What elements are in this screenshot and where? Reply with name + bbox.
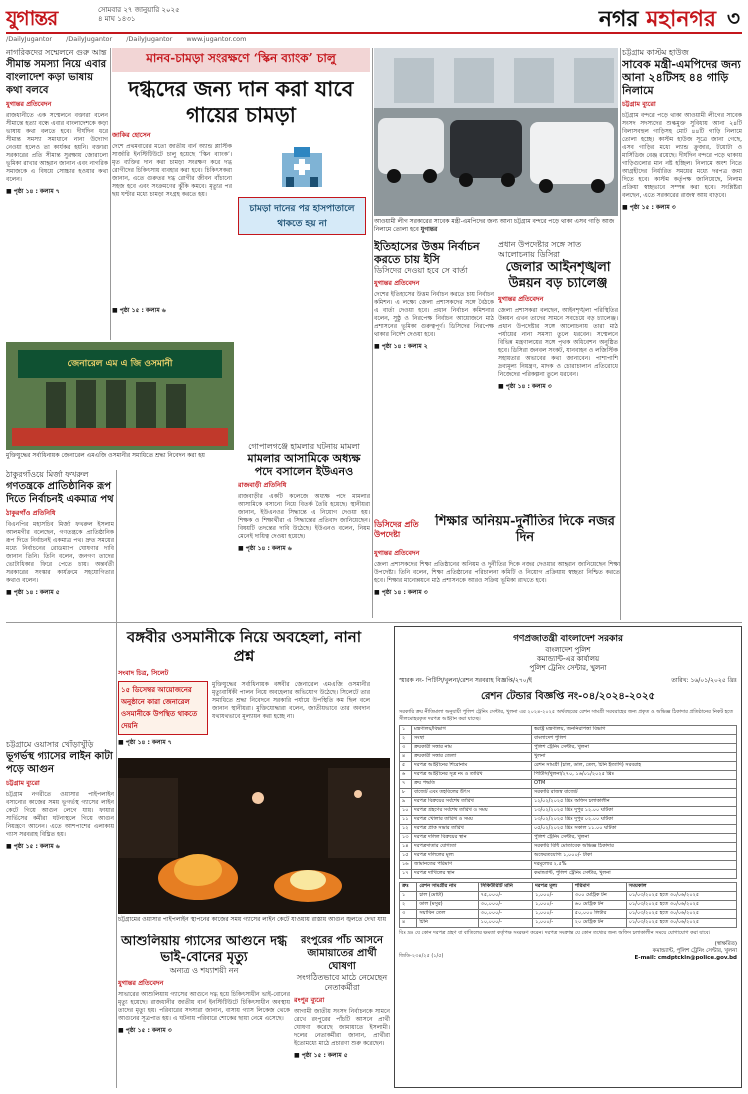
- table-cell: ১৩: [400, 834, 412, 843]
- column-header: সময়কাল: [626, 883, 736, 892]
- article-body: চট্টগ্রাম নগরীতে ওয়াসার পাইপলাইন বসানোর কাজের সময় ভূগর্ভস্থ গ্যাসের লাইন কেটে গিয়ে আগুন লেগে যায়। ফায়ার সার্ভিসের কর্মীরা ঘটনাস্থলে গিয়ে আগুন নিয়ন্ত্রণে আনেন। এতে আশপাশের এলাকায় গ্যাস সরবরাহ বিঘ্নিত হয়।: [6, 791, 114, 838]
- tender-title: রেশন টেন্ডার বিজ্ঞপ্তি নং-০৪/২০২৪-২০২৫: [480, 691, 656, 702]
- table-row: [400, 834, 737, 843]
- table-row: [400, 861, 737, 870]
- article-body: চট্টগ্রাম বন্দরে পড়ে থাকা আওয়ামী লীগের সাবেক সংসদ সদস্যদের শুল্কমুক্ত সুবিধায় আনা ২৪টি বিলাসবহুল গাড়িসহ মোট ৪৪টি গাড়ি নিলামে তোলা হচ্ছে। কাস্টম হাউজ সূত্রে জানা গেছে, এসব গাড়ির মধ্যে ল্যান্ড ক্রুজার, টয়োটা ও মার্সিডিজ বেঞ্জ রয়েছে। দীর্ঘদিন বন্দরে পড়ে থাকায় গাড়িগুলোর মান নষ্ট হচ্ছিল। নিলামে অংশ নিতে আগ্রহীদের নির্ধারিত সময়ের মধ্যে দরপত্র জমা দিতে হবে। কাস্টম কর্তৃপক্ষ জানিয়েছে, নিলাম প্রক্রিয়া স্বচ্ছভাবে সম্পন্ন করা হবে। সংশ্লিষ্টরা বলছেন, এতে সরকারের রাজস্ব আয় বাড়বে।: [622, 112, 742, 199]
- table-row: [400, 910, 737, 919]
- continuation: ■ পৃষ্ঠা ১৪ : কলাম ২: [374, 343, 428, 350]
- headline: বঙ্গবীর ওসমানীকে নিয়ে অবহেলা, নানা প্রশ্ন: [126, 628, 362, 665]
- youtube-link[interactable]: /DailyJugantor: [126, 35, 173, 43]
- table-cell: বাজেট এবং তহবিলের উৎস: [412, 789, 532, 798]
- table-cell: ১,০০০/-: [533, 910, 573, 919]
- table-cell: পিটিসি/খুলনা/২৭০, ১৬/০১/২০২৫ খ্রিঃ: [532, 771, 737, 780]
- table-cell: অফেরতযোগ্য ১,০০০/- টাকা: [532, 852, 737, 861]
- article-body: দেশে প্রথমবারের মতো জাতীয় বার্ন অ্যান্ড প্লাস্টিক সার্জারি ইনস্টিটিউটে চালু হয়েছে ‘স্কিন ব্যাংক’। মৃত ব্যক্তির দান করা চামড়া সংরক্ষণ করে দগ্ধ রোগীদের চিকিৎসায় ব্যবহার করা হবে। চিকিৎসকরা জানান, এতে গুরুতর দগ্ধ রোগীর জীবন বাঁচানো সহজ হবে এবং সংক্রমণের ঝুঁকি কমবে। মৃত্যুর পর ছয় ঘণ্টার মধ্যে চামড়া সংগ্রহ করতে হয়।: [112, 143, 232, 198]
- illustration: [238, 143, 366, 303]
- table-cell: দরপত্র আহ্বানের সূত্র নং ও তারিখ: [412, 771, 532, 780]
- twitter-link[interactable]: /DailyJugantor: [66, 35, 113, 43]
- table-row: [400, 789, 737, 798]
- column-header: পরিমাণ: [572, 883, 626, 892]
- tender-email[interactable]: E-mail: cmdptckln@police.gov.bd: [634, 955, 737, 961]
- story-thakurgaon: ঠাকুরগাঁওয়ে মির্জা ফখরুল গণতন্ত্রকে প্রাতিষ্ঠানিক রূপ দিতে নির্বাচনই একমাত্র পথ ঠাকুরগাঁও প্রতিনিধি বিএনপির মহাসচিব মির্জা ফখরুল ইসলাম আলমগীর বলেছেন, গণতন্ত্রকে প্রাতিষ্ঠানিক রূপ দিতে নির্বাচনই একমাত্র পথ। দ্রুত সময়ের মধ্যে নির্বাচনের রোডম্যাপ ঘোষণার দাবি জানান তিনি। তিনি বলেন, জনগণ তাদের ভোটাধিকার ফিরে পেতে চায়। অন্তর্বর্তী সরকারের সংস্কার কার্যক্রমে সহযোগিতার কথাও বলেন। ■ পৃষ্ঠা ১৪ : কলাম ৫: [6, 470, 114, 596]
- masthead: [6, 4, 742, 34]
- continuation: ■ পৃষ্ঠা ১৪ : কলাম ৬: [238, 545, 292, 552]
- continuation: ■ পৃষ্ঠা ১৫ : কলাম ৩: [622, 204, 676, 211]
- headline: দগ্ধদের জন্য দান করা যাবে গায়ের চামড়া: [128, 76, 354, 127]
- table-cell: সরকারি রাজস্ব বাজেট: [532, 789, 737, 798]
- continuation: ■ পৃষ্ঠা ১৪ : কলাম ৫: [6, 589, 60, 596]
- table-row: [400, 843, 737, 852]
- issue-date: সোমবার ২৭ জানুয়ারি ২০২৫ ৪ মাঘ ১৪৩১: [98, 6, 180, 23]
- tender-info-table: [399, 725, 737, 879]
- table-cell: ১৭: [400, 870, 412, 879]
- column-rule: [116, 470, 117, 1088]
- table-cell: ৬০ মেট্রিক টন: [572, 901, 626, 910]
- table-cell: ৫: [400, 762, 412, 771]
- continuation: ■ পৃষ্ঠা ১৫ : কলাম ৬: [112, 307, 166, 314]
- table-cell: ১,০০০/-: [533, 919, 573, 928]
- table-cell: ১,০০০/-: [533, 892, 573, 901]
- headline: সাবেক মন্ত্রী-এমপিদের জন্য আনা ২৪টিসহ ৪৪ গাড়ি নিলামে: [622, 58, 741, 97]
- table-cell: বাংলাদেশ পুলিশ: [532, 735, 737, 744]
- headline: জেলার আইনশৃঙ্খলা উন্নয়ন বড় চ্যালেঞ্জ: [505, 260, 611, 291]
- continuation: ■ পৃষ্ঠা ১৪ : কলাম ৩: [374, 589, 428, 596]
- table-cell: ১১: [400, 816, 412, 825]
- table-cell: ৯: [400, 798, 412, 807]
- table-cell: ১৫: [400, 852, 412, 861]
- table-cell: দরপত্র প্রাক সভার তারিখ: [412, 825, 532, 834]
- table-cell: ১৩/০২/২০২৫ খ্রিঃ দুপুর ১২.০০ ঘটিকা: [532, 807, 737, 816]
- table-cell: ৩০০ মেট্রিক টন: [572, 892, 626, 901]
- table-cell: ক্রয়কারী সত্তার জেলা: [412, 753, 532, 762]
- row-rule: [6, 622, 742, 623]
- table-row: [400, 753, 737, 762]
- table-cell: ৭: [400, 780, 412, 789]
- tender-note: বিঃ দ্রঃ যে কোন দরপত্র গ্রহণ বা বাতিলের ক্ষমতা কর্তৃপক্ষ সংরক্ষণ করেন। দরপত্র সংক্রান্ত যে কোন তথ্যের জন্য অফিস চলাকালীন সময়ে যোগাযোগ করা যাবে।: [399, 930, 711, 936]
- table-cell: কমান্ড্যান্ট, পুলিশ ট্রেনিং সেন্টার, খুলনা: [532, 870, 737, 879]
- table-row: [400, 726, 737, 735]
- table-cell: স্বরাষ্ট্র মন্ত্রণালয়, জননিরাপত্তা বিভাগ: [532, 726, 737, 735]
- cars-image: [374, 48, 618, 216]
- headline: রংপুরের পাঁচ আসনে জামায়াতের প্রার্থী ঘোষণা: [301, 935, 383, 972]
- table-cell: মন্ত্রণালয়/বিভাগ: [412, 726, 532, 735]
- table-cell: ডাল (মসুর): [417, 901, 478, 910]
- signature-block: (স্বাক্ষরিত) কমান্ড্যান্ট, পুলিশ ট্রেনিং সেন্টার, খুলনা E-mail: cmdptckln@police.gov.bd: [634, 941, 737, 961]
- column-rule: [372, 48, 373, 618]
- table-cell: দরপত্র দলিলের মূল্য: [412, 852, 532, 861]
- memorial-banner: জেনারেল এম এ জি ওসমানী: [67, 359, 173, 369]
- headline: মামলার আসামিকে অধ্যক্ষ পদে বসালেন ইউএনও: [247, 452, 361, 478]
- table-cell: দরপত্র দলিল বিক্রয়ের স্থান: [412, 834, 532, 843]
- table-row: [400, 852, 737, 861]
- article-body: জেলা প্রশাসকরা বলছেন, আইনশৃঙ্খলা পরিস্থিতির উন্নয়ন এখন তাদের সামনে সবচেয়ে বড় চ্যালেঞ্জ। প্রধান উপদেষ্টার সঙ্গে আলোচনায় তারা মাঠ পর্যায়ের নানা সমস্যা তুলে ধরবেন। সম্মেলনে বিভিন্ন মন্ত্রণালয়ের সঙ্গে পৃথক অধিবেশন অনুষ্ঠিত হবে। ডিসিরা জনবল সংকট, যানবাহন ও লজিস্টিক সহায়তার অভাবের কথা জানাবেন। পাশাপাশি দ্রব্যমূল্য নিয়ন্ত্রণ, মাদক ও চোরাচালান প্রতিরোধে নিজেদের পরিকল্পনা তুলে ধরবেন।: [498, 307, 618, 378]
- table-cell: সয়াবিন তেল: [417, 910, 478, 919]
- table-cell: ২: [400, 735, 412, 744]
- table-row: [400, 825, 737, 834]
- table-cell: চাল (মোটা): [417, 892, 478, 901]
- table-row: [400, 892, 737, 901]
- story-rangpur: রংপুরের পাঁচ আসনে জামায়াতের প্রার্থী ঘোষণা সংগঠিতভাবে মাঠে নেমেছেন নেতাকর্মীরা রংপুর ব্যুরো আগামী জাতীয় সংসদ নির্বাচনকে সামনে রেখে রংপুরের পাঁচটি আসনে প্রার্থী ঘোষণা করেছে জামায়াতে ইসলামী। দলের নেতাকর্মীরা জানান, প্রার্থীরা ইতোমধ্যে মাঠে প্রচারণা শুরু করেছেন। ■ পৃষ্ঠা ১৫ : কলাম ৫: [294, 935, 390, 1059]
- table-cell: ০১/০৩/২০২৫ হতে ৩০/০৬/২০২৫: [626, 892, 736, 901]
- photo-caption: মুক্তিযুদ্ধের সর্বাধিনায়ক জেনারেল এমএজি ওসমানীর সমাধিতে শ্রদ্ধা নিবেদন করা হয়: [6, 452, 205, 459]
- story-education: ডিসিদের প্রতি উপদেষ্টা শিক্ষার অনিয়ম-দুর্নীতির দিকে নজর দিন যুগান্তর প্রতিবেদন জেলা প্রশাসকদের শিক্ষা প্রতিষ্ঠানের অনিয়ম ও দুর্নীতির দিকে নজর দেওয়ার আহ্বান জানিয়েছেন শিক্ষা উপদেষ্টা। তিনি বলেন, শিক্ষা প্রতিষ্ঠানের পরিচালনা কমিটি ও নিয়োগ প্রক্রিয়ায় স্বচ্ছতা নিশ্চিত করতে হবে। শিক্ষার মানোন্নয়নে মাঠ প্রশাসনকে আরও সক্রিয় ভূমিকা রাখতে হবে। ■ পৃষ্ঠা ১৪ : কলাম ৩: [374, 514, 620, 596]
- table-cell: দরপত্র খোলার তারিখ ও সময়: [412, 816, 532, 825]
- table-cell: খুলনা: [532, 753, 737, 762]
- article-body: রাজধানীতে এক সম্মেলনে বক্তারা বলেন সীমান্তে হত্যা বন্ধে এবার বাংলাদেশকে কড়া ভাষায় কথা বলতে হবে। দীর্ঘদিন ধরে সীমান্ত সমস্যা সমাধানে নানা উদ্যোগ নেওয়া হলেও তা কার্যকর হয়নি। বক্তারা সরকারের প্রতি সীমান্ত সুরক্ষায় জোরালো ভূমিকা রাখার আহ্বান জানান এবং নাগরিক সমাজকে এ বিষয়ে সোচ্চার হওয়ার কথা বলেন।: [6, 112, 108, 183]
- story-osmani: বঙ্গবীর ওসমানীকে নিয়ে অবহেলা, নানা প্রশ্ন সংবাদ চিত্র, সিলেট ১৫ ডিসেম্বর আয়োজনের অনুষ্ঠানে কারা জেনারেল ওসমানীকে উপস্থিত থাকতে দেয়নি মুক্তিযুদ্ধের সর্বাধিনায়ক বঙ্গবীর জেনারেল এমএজি ওসমানীর মৃত্যুবার্ষিকী পালন নিয়ে অবহেলার অভিযোগ উঠেছে। সিলেটে তার সমাধিতে শ্রদ্ধা নিবেদনে সরকারি পর্যায়ে উপস্থিতি কম ছিল বলে জানান স্থানীয়রা। মুক্তিযোদ্ধারা বলেন, জাতীয়ভাবে তার অবদান যথাযথভাবে মূল্যায়ন করা হচ্ছে না। ■ পৃষ্ঠা ১৪ : কলাম ৭: [118, 628, 370, 746]
- table-cell: ৬: [400, 771, 412, 780]
- tender-ref-line: স্মারক নং- পিটিসি/খুলনা/রেশন সরবরাহ বিজ্ঞপ্তি/২৭০/ই তারিখ: ১৬/০১/২০২৫ খ্রিঃ: [399, 677, 737, 684]
- table-cell: ১২: [400, 825, 412, 834]
- continuation: ■ পৃষ্ঠা ১৪ : কলাম ৭: [118, 739, 172, 746]
- story-gas-line: চট্টগ্রামে ওয়াসার খোঁড়াখুঁড়ি ভূগর্ভস্থ গ্যাসের লাইন কাটা পড়ে আগুন চট্টগ্রাম ব্যুরো চট্টগ্রাম নগরীতে ওয়াসার পাইপলাইন বসানোর কাজের সময় ভূগর্ভস্থ গ্যাসের লাইন কেটে গিয়ে আগুন লেগে যায়। ফায়ার সার্ভিসের কর্মীরা ঘটনাস্থলে গিয়ে আগুন নিয়ন্ত্রণে আনেন। এতে আশপাশের এলাকায় গ্যাস সরবরাহ বিঘ্নিত হয়। ■ পৃষ্ঠা ১৫ : কলাম ৬: [6, 740, 114, 850]
- table-row: [400, 919, 737, 928]
- table-cell: সংস্থা: [412, 735, 532, 744]
- kicker-banner: মানব-চামড়া সংরক্ষণে ‘স্কিন ব্যাংক’ চালু: [112, 48, 370, 72]
- table-cell: দরপত্র গ্রহণের সর্বশেষ তারিখ ও সময়: [412, 807, 532, 816]
- table-cell: ১৩/০২/২০২৫ খ্রিঃ দুপুর ০২.০০ ঘটিকা: [532, 816, 737, 825]
- table-row: [400, 780, 737, 789]
- tender-footer: জিডি-২৩৪/২৫ (১/৫) (স্বাক্ষরিত) কমান্ড্যান্ট, পুলিশ ট্রেনিং সেন্টার, খুলনা E-mail: cmdptckln@police.gov.bd: [399, 941, 737, 961]
- table-cell: ১০: [400, 807, 412, 816]
- continuation: ■ পৃষ্ঠা ১৪ : কলাম ৩: [498, 383, 552, 390]
- story-skin-bank: মানব-চামড়া সংরক্ষণে ‘স্কিন ব্যাংক’ চালু দগ্ধদের জন্য দান করা যাবে গায়ের চামড়া জাকির হোসেন দেশে প্রথমবারের মতো জাতীয় বার্ন অ্যান্ড প্লাস্টিক সার্জারি ইনস্টিটিউটে চালু হয়েছে ‘স্কিন ব্যাংক’। মৃত ব্যক্তির দান করা চামড়া সংরক্ষণ করে দগ্ধ রোগীদের চিকিৎসায় ব্যবহার করা হবে। চিকিৎসকরা জানান, এতে গুরুতর দগ্ধ রোগীর জীবন বাঁচানো সহজ হবে এবং সংক্রমণের ঝুঁকি কমবে। মৃত্যুর পর ছয় ঘণ্টার মধ্যে চামড়া সংগ্রহ করতে হয়। চামড়া দানের পর হাসপাতালে থাকতে হয় না ■ পৃষ্ঠা ১৫ : কলাম ৬: [112, 48, 370, 338]
- headline: সীমান্ত সমস্যা নিয়ে এবার বাংলাদেশ কড়া ভাষায় কথা বলবে: [6, 59, 107, 96]
- table-cell: দরপত্রদাতার যোগ্যতা: [412, 843, 532, 852]
- table-row: [400, 901, 737, 910]
- table-cell: ০৫/০২/২০২৫ খ্রিঃ সকাল ১১.০০ ঘটিকা: [532, 825, 737, 834]
- table-row: [400, 816, 737, 825]
- table-cell: ১৬: [400, 861, 412, 870]
- table-cell: চিনি: [417, 919, 478, 928]
- cars-photo: [374, 48, 618, 216]
- table-cell: ৩০,০০০/-: [478, 901, 533, 910]
- article-body: সাভারের আশুলিয়ায় গ্যাসের আগুনে দগ্ধ হয়ে চিকিৎসাধীন ভাই-বোনের মৃত্যু হয়েছে। রাজধানীর জাতীয় বার্ন ইনস্টিটিউটে চিকিৎসাধীন অবস্থায় তাদের মৃত্যু হয়। পরিবারের সদস্যরা জানান, বাসায় গ্যাস লিকেজ থেকে আগুনের সূত্রপাত হয়। এ ঘটনায় পরিবারে শোকের ছায়া নেমে এসেছে।: [118, 991, 290, 1022]
- continuation: ■ পৃষ্ঠা ১৫ : কলাম ৬: [6, 843, 60, 850]
- fire-image: [118, 758, 390, 914]
- table-cell: ১৪: [400, 843, 412, 852]
- photo-caption: চট্টগ্রামের ওয়াসার পাইপলাইন স্থাপনের কাজের সময় গ্যাসের লাইন কেটে যাওয়ায় রাস্তায় আগুন জ্বলতে দেখা যায়: [118, 916, 387, 923]
- table-cell: ক্রয় পদ্ধতি: [412, 780, 532, 789]
- table-cell: ৫০,০০০ লিটার: [572, 910, 626, 919]
- column-header: ক্রঃ: [400, 883, 417, 892]
- headline: ইতিহাসের উত্তম নির্বাচন করতে চায় ইসি: [374, 240, 480, 266]
- story-gopalganj: গোপালগঞ্জে হামলার ঘটনায় মামলা মামলার আসামিকে অধ্যক্ষ পদে বসালেন ইউএনও রাজবাড়ী প্রতিনিধি রাজবাড়ীর একটি কলেজে অধ্যক্ষ পদে মামলার আসামিকে বসানো নিয়ে বিতর্ক তৈরি হয়েছে। স্থানীয়রা জানান, ইউএনওর সিদ্ধান্তে এ নিয়োগ দেওয়া হয়। শিক্ষক ও শিক্ষার্থীরা এ সিদ্ধান্তের প্রতিবাদ জানিয়েছেন। বিষয়টি তদন্তের দাবি উঠেছে। ইউএনও বলেন, নিয়ম মেনেই দায়িত্ব দেওয়া হয়েছে। ■ পৃষ্ঠা ১৪ : কলাম ৬: [238, 442, 370, 552]
- column-header: সিকিউরিটি মানি: [478, 883, 533, 892]
- fire-photo: [118, 758, 390, 914]
- table-cell: ১০,০০০/-: [478, 919, 533, 928]
- table-row: [400, 807, 737, 816]
- table-cell: রেশন সামগ্রী (চাল, ডাল, তেল, চিনি ইত্যাদি) সরবরাহ: [532, 762, 737, 771]
- column-rule: [110, 48, 111, 340]
- photo-caption: আওয়ামী লীগ সরকারের সাবেক মন্ত্রী-এমপিদের জন্য আনা চট্টগ্রাম বন্দরে পড়ে থাকা এসব গাড়ি আজ নিলামে তোলা হবে যুগান্তর: [374, 218, 615, 233]
- article-body: জেলা প্রশাসকদের শিক্ষা প্রতিষ্ঠানের অনিয়ম ও দুর্নীতির দিকে নজর দেওয়ার আহ্বান জানিয়েছেন শিক্ষা উপদেষ্টা। তিনি বলেন, শিক্ষা প্রতিষ্ঠানের পরিচালনা কমিটি ও নিয়োগ প্রক্রিয়ায় স্বচ্ছতা নিশ্চিত করতে হবে। শিক্ষার মানোন্নয়নে মাঠ প্রশাসনকে আরও সক্রিয় ভূমিকা রাখতে হবে।: [374, 561, 620, 584]
- continuation: ■ পৃষ্ঠা ১৫ : কলাম ৩: [118, 1027, 172, 1034]
- table-cell: দরমূল্যের ২.৫%: [532, 861, 737, 870]
- continuation: ■ পৃষ্ঠা ১৪ : কলাম ৭: [6, 188, 60, 195]
- table-cell: ৩: [400, 910, 417, 919]
- section-title: নগর মহানগর: [598, 6, 716, 32]
- table-cell: ২০ মেট্রিক টন: [572, 919, 626, 928]
- callout-box: ১৫ ডিসেম্বর আয়োজনের অনুষ্ঠানে কারা জেনারেল ওসমানীকে উপস্থিত থাকতে দেয়নি: [118, 681, 208, 735]
- table-cell: সরকারি বিধি মোতাবেক অভিজ্ঞ ঠিকাদার: [532, 843, 737, 852]
- newspaper-logo: যুগান্তর: [6, 6, 58, 30]
- table-cell: জামানতের পরিমাণ: [412, 861, 532, 870]
- column-header: দরপত্র মূল্য: [533, 883, 573, 892]
- table-cell: ৩: [400, 744, 412, 753]
- table-cell: OTM: [532, 780, 737, 789]
- table-cell: ০১/০৩/২০২৫ হতে ৩০/০৬/২০২৫: [626, 901, 736, 910]
- table-cell: ০১/০৩/২০২৫ হতে ৩০/০৬/২০২৫: [626, 919, 736, 928]
- headline: শিক্ষার অনিয়ম-দুর্নীতির দিকে নজর দিন: [435, 514, 615, 545]
- article-body: বিএনপির মহাসচিব মির্জা ফখরুল ইসলাম আলমগীর বলেছেন, গণতন্ত্রকে প্রাতিষ্ঠানিক রূপ দিতে নির্বাচনই একমাত্র পথ। দ্রুত সময়ের মধ্যে নির্বাচনের রোডম্যাপ ঘোষণার দাবি জানান তিনি। তিনি বলেন, জনগণ তাদের ভোটাধিকার ফিরে পেতে চায়। অন্তর্বর্তী সরকারের সংস্কার কার্যক্রমে সহযোগিতার কথাও বলেন।: [6, 521, 114, 584]
- table-row: [400, 735, 737, 744]
- tender-notice: গণপ্রজাতন্ত্রী বাংলাদেশ সরকার বাংলাদেশ পুলিশ কমান্ড্যান্ট-এর কার্যালয় পুলিশ ট্রেনিং সেন্টার, খুলনা স্মারক নং- পিটিসি/খুলনা/রেশন সরবরাহ বিজ্ঞপ্তি/২৭০/ই তারিখ: ১৬/০১/২০২৫ খ্রিঃ রেশন টেন্ডার বিজ্ঞপ্তি নং-০৪/২০২৪-২০২৫ সরকারি ক্রয় নীতিমালা অনুযায়ী পুলিশ ট্রেনিং সেন্টার, খুলনা এর ২০২৪-২০২৫ অর্থবছরের রেশন সামগ্রী সরবরাহের জন্য প্রকৃত ও অভিজ্ঞ ঠিকাদার প্রতিষ্ঠানের নিকট হতে সীলমোহরকৃত দরপত্র আহ্বান করা যাচ্ছে। ১ মন্ত্রণালয়/বিভাগ স্বরাষ্ট্র মন্ত্রণালয়, জননিরাপত্তা বিভাগ ২ সংস্থা বাংলাদেশ পুলিশ ৩ ক্রয়কারী সত্তার নাম পুলিশ ট্রেনিং সেন্টার, খুলনা ৪ ক্রয়কারী সত্তার জেলা খুলনা ৫ দরপত্র আহ্বানের শিরোনাম রেশন সামগ্রী (চাল, ডাল, তেল, চিনি ইত্যাদি) সরবরাহ ৬ দরপত্র আহ্বানের সূত্র নং ও তারিখ পিটিসি/খুলনা/২৭০, ১৬/০১/২০২৫ খ্রিঃ ৭ ক্রয় পদ্ধতি OTM ৮ বাজেট এবং তহবিলের উৎস সরকারি রাজস্ব বাজেট ৯ দরপত্র বিক্রয়ের সর্বশেষ তারিখ ১২/০২/২০২৫ খ্রিঃ অফিস চলাকালীন ১০ দরপত্র গ্রহণের সর্বশেষ তারিখ ও সময় ১৩/০২/২০২৫ খ্রিঃ দুপুর ১২.০০ ঘটিকা ১১ দরপত্র খোলার তারিখ ও সময় ১৩/০২/২০২৫ খ্রিঃ দুপুর ০২.০০ ঘটিকা ১২ দরপত্র প্রাক সভার তারিখ ০৫/০২/২০২৫ খ্রিঃ সকাল ১১.০০ ঘটিকা ১৩ দরপত্র দলিল বিক্রয়ের স্থান পুলিশ ট্রেনিং সেন্টার, খুলনা ১৪ দরপত্রদাতার যোগ্যতা সরকারি বিধি মোতাবেক অভিজ্ঞ ঠিকাদার ১৫ দরপত্র দলিলের মূল্য অফেরতযোগ্য ১,০০০/- টাকা ১৬ জামানতের পরিমাণ দরমূল্যের ২.৫% ১৭ দরপত্র দাখিলের স্থান কমান্ড্যান্ট, পুলিশ ট্রেনিং সেন্টার, খুলনা ক্রঃ রেশন সামগ্রীর নাম সিকিউরিটি মানি দরপত্র মূল্য পরিমাণ সময়কাল ১ চাল (মোটা) ৭৫,০০০/- ১,০০০/- ৩০০ মেট্রিক টন ০১/০৩/২০২৫ হতে ৩০/০৬/২০২৫ ২ ডাল (মসুর) ৩০,০০০/- ১,০০০/- ৬০ মেট্রিক টন ০১/০৩/২০২৫ হতে ৩০/০৬/২০২৫ ৩ সয়াবিন তেল ৩০,০০০/- ১,০০০/- ৫০,০০০ লিটার ০১/০৩/২০২৫ হতে ৩০/০৬/২০২৫ ৪ চিনি ১০,০০০/- ১,০০০/- ২০ মেট্রিক টন ০১/০৩/২০২৫ হতে ৩০/০৬/২০২৫ বিঃ দ্রঃ যে কোন দরপত্র গ্রহণ বা বাতিলের ক্ষমতা কর্তৃপক্ষ সংরক্ষণ করেন। দরপত্র সংক্রান্ত যে কোন তথ্যের জন্য অফিস চলাকালীন সময়ে যোগাযোগ করা যাবে। জিডি-২৩৪/২৫ (১/৫) (স্বাক্ষরিত) কমান্ড্যান্ট, পুলিশ ট্রেনিং সেন্টার, খুলনা E-mail: cmdptckln@police.gov.bd: [394, 626, 742, 1088]
- table-cell: ১২/০২/২০২৫ খ্রিঃ অফিস চলাকালীন: [532, 798, 737, 807]
- table-cell: ১,০০০/-: [533, 901, 573, 910]
- table-cell: ৪: [400, 919, 417, 928]
- headline: ভূগর্ভস্থ গ্যাসের লাইন কাটা পড়ে আগুন: [6, 751, 113, 775]
- table-row: [400, 870, 737, 879]
- table-cell: ১: [400, 726, 412, 735]
- tender-items-table: [399, 882, 737, 928]
- memorial-photo: [6, 342, 234, 450]
- table-cell: ৪: [400, 753, 412, 762]
- table-cell: দরপত্র বিক্রয়ের সর্বশেষ তারিখ: [412, 798, 532, 807]
- table-cell: দরপত্র আহ্বানের শিরোনাম: [412, 762, 532, 771]
- social-links: [6, 35, 742, 45]
- story-dc-law-order: প্রধান উপদেষ্টার সঙ্গে সাত আলোচনায় ডিসিরা জেলার আইনশৃঙ্খলা উন্নয়ন বড় চ্যালেঞ্জ যুগান্তর প্রতিবেদন জেলা প্রশাসকরা বলছেন, আইনশৃঙ্খলা পরিস্থিতির উন্নয়ন এখন তাদের সামনে সবচেয়ে বড় চ্যালেঞ্জ। প্রধান উপদেষ্টার সঙ্গে আলোচনায় তারা মাঠ পর্যায়ের নানা সমস্যা তুলে ধরবেন। সম্মেলনে বিভিন্ন মন্ত্রণালয়ের সঙ্গে পৃথক অধিবেশন অনুষ্ঠিত হবে। ডিসিরা জনবল সংকট, যানবাহন ও লজিস্টিক সহায়তার অভাবের কথা জানাবেন। পাশাপাশি দ্রব্যমূল্য নিয়ন্ত্রণ, মাদক ও চোরাচালান প্রতিরোধে নিজেদের পরিকল্পনা তুলে ধরবেন। ■ পৃষ্ঠা ১৪ : কলাম ৩: [498, 240, 618, 390]
- article-body: দেশের ইতিহাসের উত্তম নির্বাচন করতে চায় নির্বাচন কমিশন। এ লক্ষ্যে জেলা প্রশাসকদের সঙ্গে বৈঠকে এ বার্তা দেওয়া হবে। প্রধান নির্বাচন কমিশনার বলেন, সুষ্ঠু ও নিরপেক্ষ নির্বাচন আয়োজনে মাঠ প্রশাসনের ভূমিকা গুরুত্বপূর্ণ। ডিসিদের নিরপেক্ষ থাকার নির্দেশ দেওয়া হবে।: [374, 291, 494, 338]
- article-body: রাজবাড়ীর একটি কলেজে অধ্যক্ষ পদে মামলার আসামিকে বসানো নিয়ে বিতর্ক তৈরি হয়েছে। স্থানীয়রা জানান, ইউএনওর সিদ্ধান্তে এ নিয়োগ দেওয়া হয়। শিক্ষক ও শিক্ষার্থীরা এ সিদ্ধান্তের প্রতিবাদ জানিয়েছেন। বিষয়টি তদন্তের দাবি উঠেছে। ইউএনও বলেন, নিয়ম মেনেই দায়িত্ব দেওয়া হয়েছে।: [238, 493, 370, 540]
- callout-box: চামড়া দানের পর হাসপাতালে থাকতে হয় না: [238, 197, 366, 235]
- headline: আশুলিয়ায় গ্যাসের আগুনে দগ্ধ ভাই-বোনের মৃত্যু: [121, 934, 287, 965]
- table-row: [400, 762, 737, 771]
- table-row: [400, 798, 737, 807]
- column-rule: [620, 48, 621, 620]
- page-number: ৩: [726, 6, 740, 30]
- table-cell: পুলিশ ট্রেনিং সেন্টার, খুলনা: [532, 834, 737, 843]
- table-cell: ২: [400, 901, 417, 910]
- table-cell: ১: [400, 892, 417, 901]
- story-election-commission: ইতিহাসের উত্তম নির্বাচন করতে চায় ইসি ডিসিদের দেওয়া হবে সে বার্তা যুগান্তর প্রতিবেদন দেশের ইতিহাসের উত্তম নির্বাচন করতে চায় নির্বাচন কমিশন। এ লক্ষ্যে জেলা প্রশাসকদের সঙ্গে বৈঠকে এ বার্তা দেওয়া হবে। প্রধান নির্বাচন কমিশনার বলেন, সুষ্ঠু ও নিরপেক্ষ নির্বাচন আয়োজনে মাঠ প্রশাসনের ভূমিকা গুরুত্বপূর্ণ। ডিসিদের নিরপেক্ষ থাকার নির্দেশ দেওয়া হবে। ■ পৃষ্ঠা ১৪ : কলাম ২: [374, 240, 494, 350]
- table-row: [400, 771, 737, 780]
- table-cell: ০১/০৩/২০২৫ হতে ৩০/০৬/২০২৫: [626, 910, 736, 919]
- story-gas-fire: আশুলিয়ায় গ্যাসের আগুনে দগ্ধ ভাই-বোনের মৃত্যু অন্যত্র ও শয্যাশয়ী নন যুগান্তর প্রতিবেদন সাভারের আশুলিয়ায় গ্যাসের আগুনে দগ্ধ হয়ে চিকিৎসাধীন ভাই-বোনের মৃত্যু হয়েছে। রাজধানীর জাতীয় বার্ন ইনস্টিটিউটে চিকিৎসাধীন অবস্থায় তাদের মৃত্যু হয়। পরিবারের সদস্যরা জানান, বাসায় গ্যাস লিকেজ থেকে আগুনের সূত্রপাত হয়। এ ঘটনায় পরিবারে শোকের ছায়া নেমে এসেছে। ■ পৃষ্ঠা ১৫ : কলাম ৩: [118, 934, 290, 1034]
- facebook-link[interactable]: /DailyJugantor: [6, 35, 53, 43]
- table-cell: ৩০,০০০/-: [478, 910, 533, 919]
- story-car-auction: চট্টগ্রাম কাস্টম হাউজ সাবেক মন্ত্রী-এমপিদের জন্য আনা ২৪টিসহ ৪৪ গাড়ি নিলামে চট্টগ্রাম ব্যুরো চট্টগ্রাম বন্দরে পড়ে থাকা আওয়ামী লীগের সাবেক সংসদ সদস্যদের শুল্কমুক্ত সুবিধায় আনা ২৪টি বিলাসবহুল গাড়িসহ মোট ৪৪টি গাড়ি নিলামে তোলা হচ্ছে। কাস্টম হাউজ সূত্রে জানা গেছে, এসব গাড়ির মধ্যে ল্যান্ড ক্রুজার, টয়োটা ও মার্সিডিজ বেঞ্জ রয়েছে। দীর্ঘদিন বন্দরে পড়ে থাকায় গাড়িগুলোর মান নষ্ট হচ্ছিল। নিলামে অংশ নিতে আগ্রহীদের নির্ধারিত সময়ের মধ্যে দরপত্র জমা দিতে হবে। কাস্টম কর্তৃপক্ষ জানিয়েছে, নিলাম প্রক্রিয়া স্বচ্ছভাবে সম্পন্ন করা হবে। সংশ্লিষ্টরা বলছেন, এতে সরকারের রাজস্ব আয় বাড়বে। ■ পৃষ্ঠা ১৫ : কলাম ৩: [622, 48, 742, 211]
- table-row: [400, 744, 737, 753]
- article-body: আগামী জাতীয় সংসদ নির্বাচনকে সামনে রেখে রংপুরের পাঁচটি আসনে প্রার্থী ঘোষণা করেছে জামায়াতে ইসলামী। দলের নেতাকর্মীরা জানান, প্রার্থীরা ইতোমধ্যে মাঠে প্রচারণা শুরু করেছেন।: [294, 1008, 390, 1047]
- continuation: ■ পৃষ্ঠা ১৫ : কলাম ৫: [294, 1052, 348, 1059]
- column-header: রেশন সামগ্রীর নাম: [417, 883, 478, 892]
- gov-title: গণপ্রজাতন্ত্রী বাংলাদেশ সরকার: [513, 634, 623, 644]
- table-cell: দরপত্র দাখিলের স্থান: [412, 870, 532, 879]
- table-cell: পুলিশ ট্রেনিং সেন্টার, খুলনা: [532, 744, 737, 753]
- table-cell: ক্রয়কারী সত্তার নাম: [412, 744, 532, 753]
- hospital-icon: [272, 143, 332, 189]
- tender-intro: সরকারি ক্রয় নীতিমালা অনুযায়ী পুলিশ ট্রেনিং সেন্টার, খুলনা এর ২০২৪-২০২৫ অর্থবছরের রেশন সামগ্রী সরবরাহের জন্য প্রকৃত ও অভিজ্ঞ ঠিকাদার প্রতিষ্ঠানের নিকট হতে সীলমোহরকৃত দরপত্র আহ্বান করা যাচ্ছে।: [399, 709, 734, 722]
- website-link[interactable]: www.jugantor.com: [186, 35, 247, 43]
- table-cell: ৮: [400, 789, 412, 798]
- headline: গণতন্ত্রকে প্রাতিষ্ঠানিক রূপ দিতে নির্বাচনই একমাত্র পথ: [6, 481, 114, 505]
- table-cell: ৭৫,০০০/-: [478, 892, 533, 901]
- story-border: নাগরিকদের সম্মেলনে গুরু আন্ত সীমান্ত সমস্যা নিয়ে এবার বাংলাদেশ কড়া ভাষায় কথা বলবে যুগান্তর প্রতিবেদন রাজধানীতে এক সম্মেলনে বক্তারা বলেন সীমান্তে হত্যা বন্ধে এবার বাংলাদেশকে কড়া ভাষায় কথা বলতে হবে। দীর্ঘদিন ধরে সীমান্ত সমস্যা সমাধানে নানা উদ্যোগ নেওয়া হলেও তা কার্যকর হয়নি। বক্তারা সরকারের প্রতি সীমান্ত সুরক্ষায় জোরালো ভূমিকা রাখার আহ্বান জানান এবং নাগরিক সমাজকে এ বিষয়ে সোচ্চার হওয়ার কথা বলেন। ■ পৃষ্ঠা ১৪ : কলাম ৭: [6, 48, 108, 195]
- article-body: মুক্তিযুদ্ধের সর্বাধিনায়ক বঙ্গবীর জেনারেল এমএজি ওসমানীর মৃত্যুবার্ষিকী পালন নিয়ে অবহেলার অভিযোগ উঠেছে। সিলেটে তার সমাধিতে শ্রদ্ধা নিবেদনে সরকারি পর্যায়ে উপস্থিতি কম ছিল বলে জানান স্থানীয়রা। মুক্তিযোদ্ধারা বলেন, জাতীয়ভাবে তার অবদান যথাযথভাবে মূল্যায়ন করা হচ্ছে না।: [212, 681, 370, 720]
